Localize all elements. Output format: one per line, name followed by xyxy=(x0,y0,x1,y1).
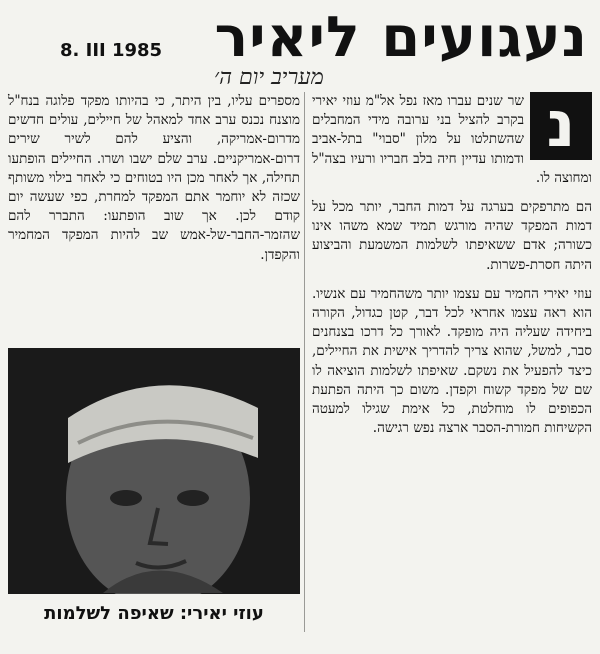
portrait-photo xyxy=(8,348,300,594)
drop-cap: נ xyxy=(530,92,592,160)
article-paragraph: הם מתרפקים בערגה על דמות החבר, יותר מכל על דמות המפקד שהיה מורגש תמיד שמא משהו אינו כשורה; אדם ששאיפתו לשלמות המשמעת והביצוע היתה חסרת-פשרות. xyxy=(312,199,592,273)
article-paragraph: מספרים עליו, בין היתר, כי בהיותו מפקד פלוגה בנח"ל מוצנח נכנס ערב אחד למאהל של חיילים, עולים חדשים מדרום-אמריקה, והציע להם לשיר שירים דרום-אמריקניים. ערב שלם ישבו ושרו. החיילים הופתעו תחילה, אך לאחר מכן היו בטוחים כי לאחר בילוי משותף שכזה לא יוחמר אתם המפקד למחרת, כפי שעשה יום קודם לכן. אך שוב הופתעו: התברר להם שהזמר-החבר-של-אמש שב להיות המפקד המחמיר והקפדן. xyxy=(8,93,300,263)
article-paragraph: עוזי יאירי החמיר עם עצמו יותר משהחמיר עם אנשיו. הוא ראה עצמו אחראי לכל דבר, קטן כגדול, הקורה ביחידה שעליה היה מופקד. לאורך כל דרכו בצנחנים סבר, למשל, שהוא צריך להדריך אישית את החיילים, כיצד להפעיל את נשקם. שאיפתו לשלמות הוציאה לו שם של מפקד קשוח וקפדן. משום כך היתה הפתעת הכפופים לו מוחלטת, כל אימת שגילו למעטה הקשיחות חמורת-הסבר ארצה נפש רגישה. xyxy=(312,285,592,437)
photo-caption: עוזי יאירי: שאיפה לשלמות xyxy=(44,603,264,624)
handwritten-note: מעריב יום ה׳ xyxy=(214,65,324,90)
date-stamp: 8. III 1985 xyxy=(60,40,163,61)
column-divider xyxy=(304,92,305,632)
article-left-column xyxy=(8,92,300,352)
headline: נעגועים ליאיר xyxy=(214,5,588,70)
portrait-illustration xyxy=(8,348,300,594)
article-paragraph: שר שנים עברו מאז נפל אל"מ עוזי יאירי בקרב להציל בני ערובה מידי המחבלים שהשתלטו על מלון "סבוי" בתל-אביב ודמותו עדיין חיה בלב חבריו ורעיו בצה"ל ומחוצה לו. xyxy=(312,93,592,186)
article-right-column xyxy=(312,88,592,632)
